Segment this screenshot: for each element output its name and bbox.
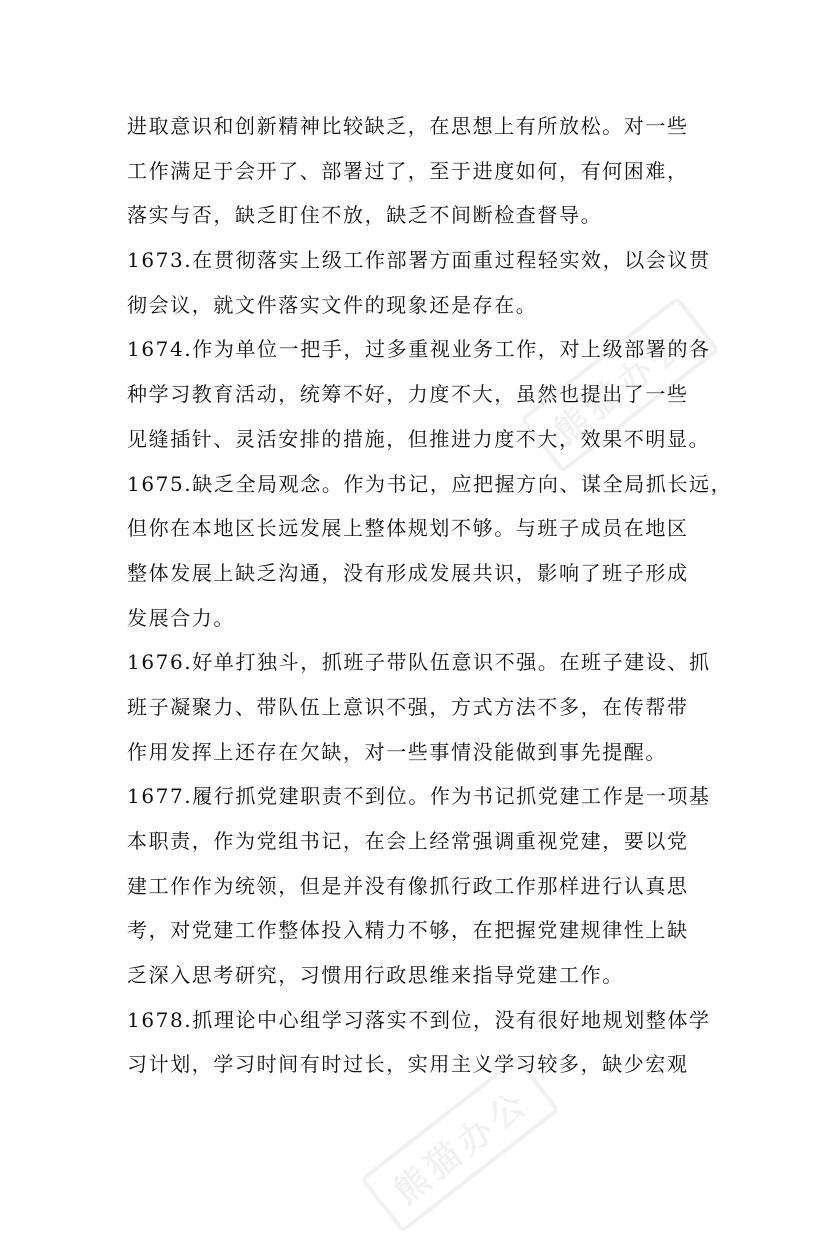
- text-line: 种学习教育活动，统筹不好，力度不大，虽然也提出了一些: [127, 382, 689, 407]
- text-line: 考，对党建工作整体投入精力不够，在把握党建规律性上缺: [127, 918, 689, 943]
- watermark-text: 熊猫办公: [360, 1056, 560, 1233]
- text-line: 整体发展上缺乏沟通，没有形成发展共识，影响了班子形成: [127, 560, 689, 585]
- text-line: 班子凝聚力、带队伍上意识不强，方式方法不多，在传帮带: [127, 694, 689, 719]
- watermark-text: 熊猫办公: [520, 296, 720, 474]
- text-line: 见缝插针、灵活安排的措施，但推进力度不大，效果不明显。: [127, 426, 711, 451]
- text-line: 落实与否，缺乏盯住不放，缺乏不间断检查督导。: [127, 203, 603, 228]
- item-1678-line: 1678.抓理论中心组学习落实不到位，没有很好地规划整体学: [127, 1007, 711, 1032]
- item-1676-line: 1676.好单打独斗，抓班子带队伍意识不强。在班子建设、抓: [127, 650, 711, 675]
- text-line: 建工作作为统领，但是并没有像抓行政工作那样进行认真思: [127, 873, 689, 898]
- text-line: 作用发挥上还存在欠缺，对一些事情没能做到事先提醒。: [127, 739, 667, 764]
- text-line: 进取意识和创新精神比较缺乏，在思想上有所放松。对一些: [127, 114, 689, 138]
- text-line: 习计划，学习时间有时过长，实用主义学习较多，缺少宏观: [127, 1052, 689, 1077]
- item-1677-line: 1677.履行抓党建职责不到位。作为书记抓党建工作是一项基: [127, 784, 711, 809]
- text-line: 发展合力。: [127, 605, 235, 630]
- text-line: 乏深入思考研究，习惯用行政思维来指导党建工作。: [127, 963, 624, 988]
- text-line: 工作满足于会开了、部署过了，至于进度如何，有何困难，: [127, 158, 689, 183]
- text-line: 但你在本地区长远发展上整体规划不够。与班子成员在地区: [127, 516, 689, 541]
- text-line: 本职责，作为党组书记，在会上经常强调重视党建，要以党: [127, 829, 689, 853]
- item-1674-line: 1674.作为单位一把手，过多重视业务工作，对上级部署的各: [127, 337, 711, 362]
- text-line: 彻会议，就文件落实文件的现象还是存在。: [127, 292, 538, 317]
- item-1675-line: 1675.缺乏全局观念。作为书记，应把握方向、谋全局抓长远，: [127, 471, 733, 496]
- item-1673-line: 1673.在贯彻落实上级工作部署方面重过程轻实效，以会议贯: [127, 248, 711, 273]
- document-body: [127, 104, 733, 1087]
